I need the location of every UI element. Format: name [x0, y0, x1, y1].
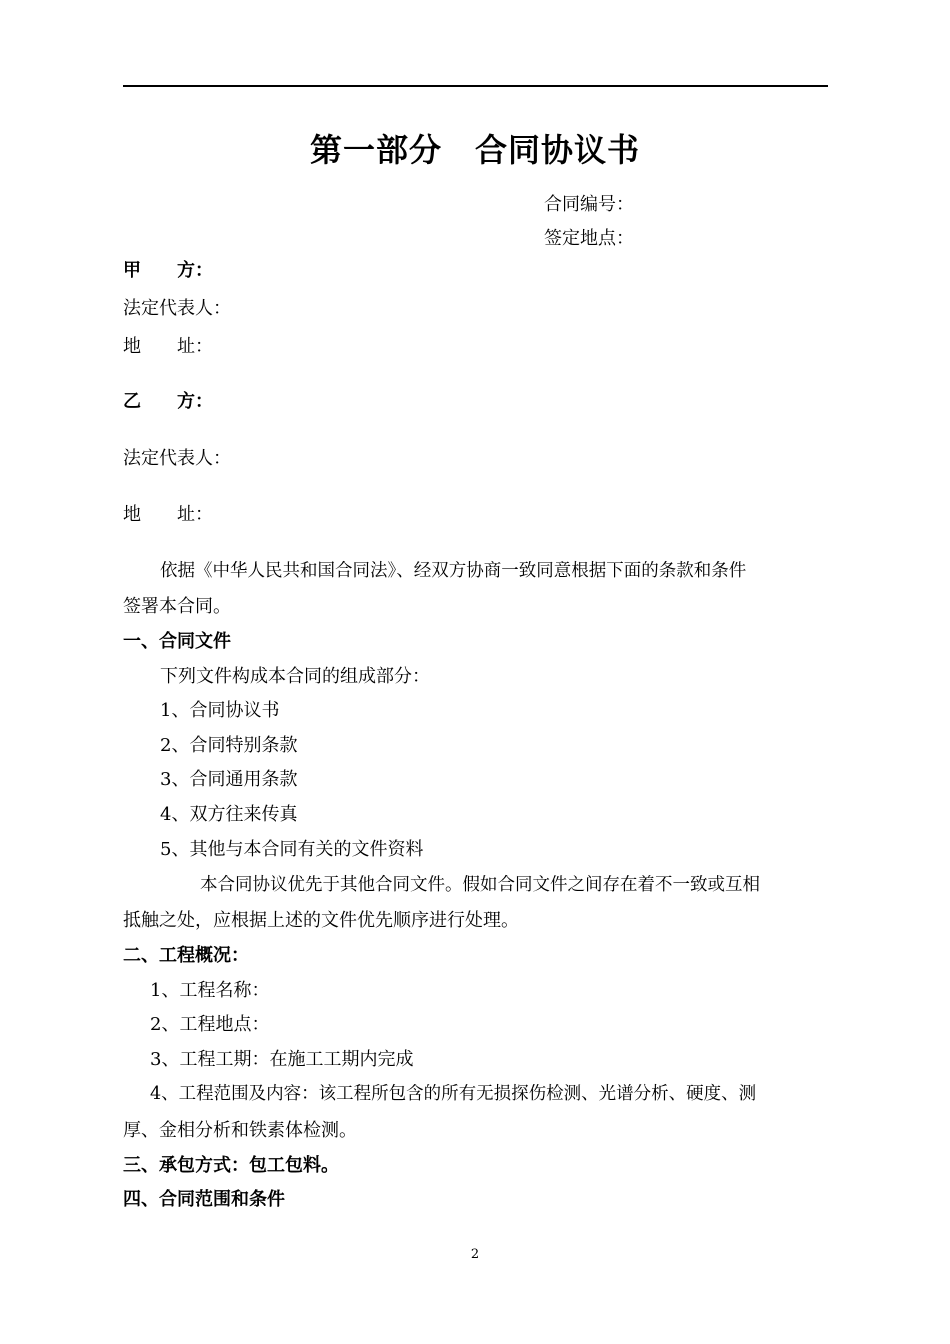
party-a-address: 地 址：	[123, 336, 213, 357]
section-2-scope-line1: 4、工程范围及内容：该工程所包含的所有无损探伤检测、光谱分析、硬度、测	[150, 1084, 757, 1104]
party-b-label: 乙 方：	[123, 391, 213, 412]
section-2-scope-line2: 厚、金相分析和铁素体检测。	[123, 1120, 357, 1141]
page-number: 2	[470, 1247, 480, 1262]
section-4-heading: 四、合同范围和条件	[123, 1189, 285, 1210]
section-2-heading: 二、工程概况：	[123, 945, 249, 966]
list-item: 3、工程工期：在施工工期内完成	[150, 1049, 414, 1070]
sign-place-label: 签定地点：	[544, 228, 634, 249]
party-a-label: 甲 方：	[123, 260, 213, 281]
intro-paragraph-line1: 依据《中华人民共和国合同法》、经双方协商一致同意根据下面的条款和条件	[160, 561, 747, 581]
page-title: 第一部分 合同协议书	[309, 131, 640, 169]
list-item: 2、工程地点：	[150, 1014, 270, 1035]
list-item: 2、合同特别条款	[160, 735, 298, 756]
list-item: 5、其他与本合同有关的文件资料	[160, 839, 424, 860]
section-1-note-line1: 本合同协议优先于其他合同文件。假如合同文件之间存在着不一致或互相	[200, 875, 760, 895]
party-b-address: 地 址：	[123, 504, 213, 525]
intro-paragraph-line2: 签署本合同。	[123, 596, 231, 617]
contract-no-label: 合同编号：	[544, 194, 634, 215]
section-1-note-line2: 抵触之处，应根据上述的文件优先顺序进行处理。	[123, 910, 519, 931]
section-1-lead: 下列文件构成本合同的组成部分：	[160, 666, 430, 687]
list-item: 4、双方往来传真	[160, 804, 298, 825]
list-item: 1、工程名称：	[150, 980, 270, 1001]
header-rule	[123, 85, 828, 87]
section-1-heading: 一、合同文件	[123, 631, 231, 652]
section-3-heading: 三、承包方式：包工包料。	[123, 1155, 339, 1176]
list-item: 1、合同协议书	[160, 700, 280, 721]
party-a-rep: 法定代表人：	[123, 298, 231, 319]
party-b-rep: 法定代表人：	[123, 448, 231, 469]
list-item: 3、合同通用条款	[160, 769, 298, 790]
